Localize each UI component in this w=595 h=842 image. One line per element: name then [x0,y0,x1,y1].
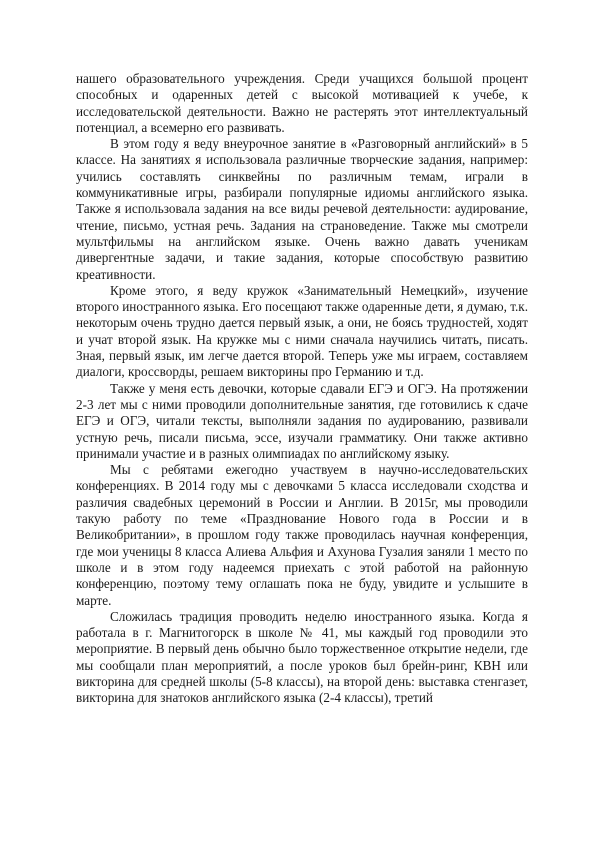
paragraph-research-conferences: Мы с ребятами ежегодно участвуем в научно-исследовательских конференциях. В 2014 году мы с девочками 5 класса исследовали сходства и различия свадебных церемоний в России и Англии. В 2015г, мы проводили такую работу по теме «Празднование Нового года в России и в Великобритании», в прошлом году также проводилась научная конференция, где мои ученицы 8 класса Алиева Альфия и Ахунова Гузалия заняли 1 место по школе и в этом году надеемся приехать с этой работой на районную конференцию, поэтому тему оглашать пока не буду, увидите и услышите в марте. [76,462,528,608]
paragraph-language-week: Сложилась традиция проводить неделю иностранного языка. Когда я работала в г. Магнитогорск в школе № 41, мы каждый год проводили это мероприятие. В первый день обычно было торжественное открытие недели, где мы сообщали план мероприятий, а после уроков был брейн-ринг, КВН или викторина для средней школы (5-8 классы), на второй день: выставка стенгазет, викторина для знатоков английского языка (2-4 классы), третий [76,608,528,706]
paragraph-german-club: Кроме этого, я веду кружок «Занимательный Немецкий», изучение второго иностранного языка. Его посещают также одаренные дети, я думаю, т.к. некоторым очень трудно дается первый язык, а они, не боясь трудностей, ходят и учат второй язык. На кружке мы с ними сначала научились читать, писать. Зная, первый язык, им легче дается второй. Теперь уже мы играем, составляем диалоги, кроссворды, решаем викторины про Германию и т.д. [76,282,529,380]
paragraph-exam-preparation: Также у меня есть девочки, которые сдавали ЕГЭ и ОГЭ. На протяжении 2-3 лет мы с ними проводили дополнительные занятия, где готовились к сдаче ЕГЭ и ОГЭ, читали тексты, выполняли задания по аудированию, развивали устную речь, писали письма, эссе, изучали грамматику. Они также активно принимали участие и в разных олимпиадах по английскому языку. [76,380,528,461]
paragraph-conversational-english: В этом году я веду внеурочное занятие в «Разговорный английский» в 5 классе. На занятиях я использовала различные творческие задания, например: учились составлять синквейны по различным темам, играли в коммуникативные игры, разбирали популярные идиомы английского языка. Также я использовала задания на все виды речевой деятельности: аудирование, чтение, письмо, устная речь. Задания на страноведение. Также мы смотрели мультфильмы на английском языке. Очень важно давать ученикам дивергентные задачи, и такие задания, которые способствую развитию креативности. [76,136,528,282]
document-body [76,71,528,707]
paragraph-continuation: нашего образовательного учреждения. Среди учащихся большой процент способных и одаренных детей с высокой мотивацией к учебе, к исследовательской деятельности. Важно не растерять этот интеллектуальный потенциал, а всемерно его развивать. [76,71,528,135]
